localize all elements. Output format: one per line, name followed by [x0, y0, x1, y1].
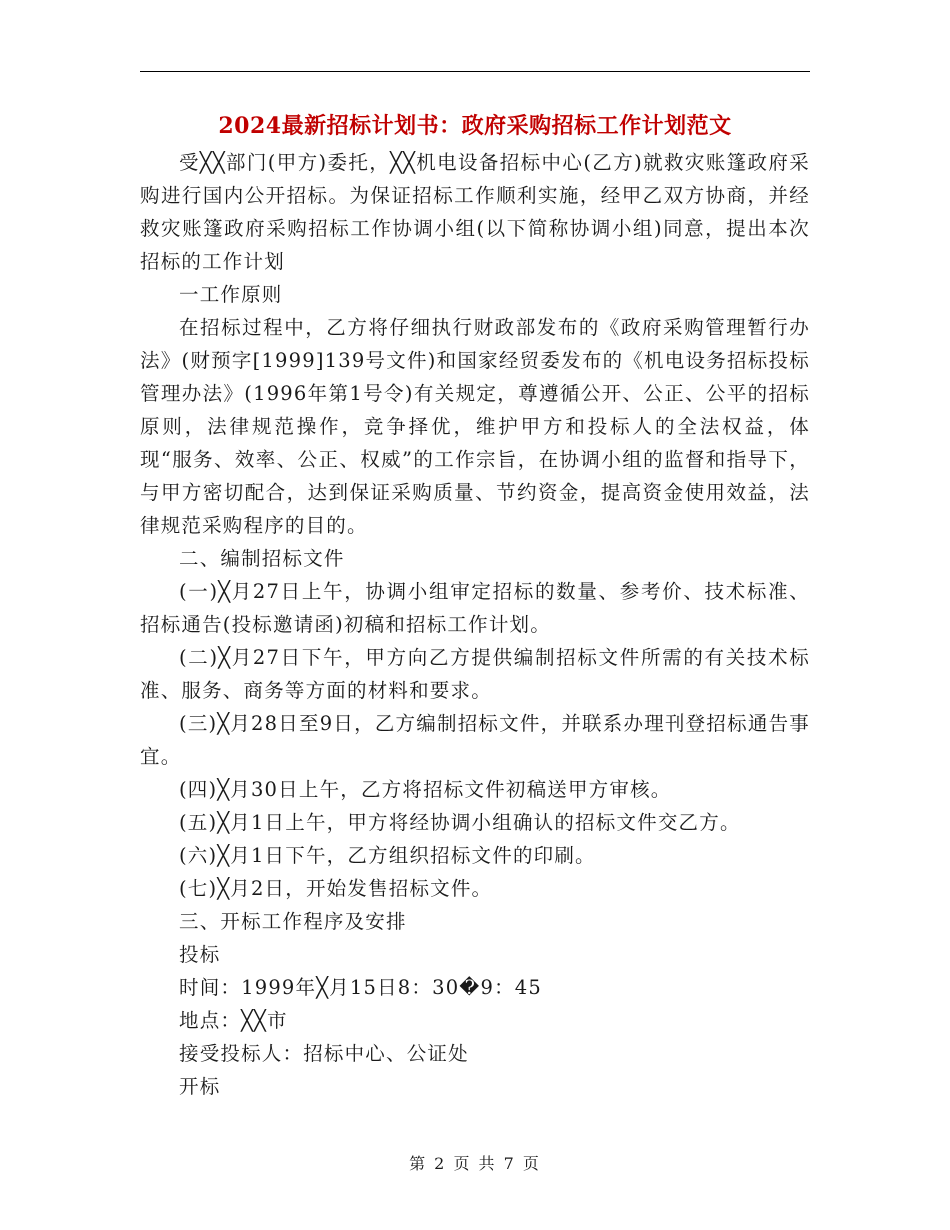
- bidding-time: 时间：1999年╳月15日8：30�9：45: [179, 976, 543, 999]
- list-item: (三)╳月28日至9日，乙方编制招标文件，并联系办理刊登招标通告事宜。: [140, 712, 810, 768]
- subheading-bidding: 投标: [179, 943, 221, 966]
- heading-principles: 一工作原则: [179, 283, 283, 306]
- header-rule: [140, 71, 810, 72]
- paragraph-intro: 受╳╳部门(甲方)委托，╳╳机电设备招标中心(乙方)就救灾账篷政府采购进行国内公开招标。为保证招标工作顺利实施，经甲乙双方协商，并经救灾账篷政府采购招标工作协调小组(以下简称协调小组)同意，提出本次招标的工作计划: [140, 151, 810, 273]
- page-number: 第 2 页 共 7 页: [409, 1154, 541, 1173]
- bidding-location: 地点：╳╳市: [179, 1009, 288, 1032]
- list-item: (二)╳月27日下午，甲方向乙方提供编制招标文件所需的有关技术标准、服务、商务等方面的材料和要求。: [140, 646, 810, 702]
- paragraph-principles: 在招标过程中，乙方将仔细执行财政部发布的《政府采购管理暂行办法》(财预字[1999]139号文件)和国家经贸委发布的《机电设务招标投标管理办法》(1996年第1号令)有关规定，尊遵循公开、公正、公平的招标原则，法律规范操作，竞争择优，维护甲方和投标人的全法权益，体现“服务、效率、公正、权威”的工作宗旨，在协调小组的监督和指导下，与甲方密切配合，达到保证采购质量、节约资金，提高资金使用效益，法律规范采购程序的目的。: [140, 316, 810, 537]
- heading-prepare-docs: 二、编制招标文件: [179, 547, 345, 570]
- list-item: (五)╳月1日上午，甲方将经协调小组确认的招标文件交乙方。: [179, 811, 741, 834]
- document-body: [140, 146, 810, 1103]
- list-item: (六)╳月1日下午，乙方组织招标文件的印刷。: [179, 844, 596, 867]
- list-item: (七)╳月2日，开始发售招标文件。: [179, 877, 493, 900]
- heading-opening-procedure: 三、开标工作程序及安排: [179, 910, 407, 933]
- bid-receivers: 接受投标人：招标中心、公证处: [179, 1042, 469, 1065]
- subheading-opening: 开标: [179, 1075, 221, 1098]
- list-item: (一)╳月27日上午，协调小组审定招标的数量、参考价、技术标准、招标通告(投标邀请函)初稿和招标工作计划。: [140, 580, 810, 636]
- list-item: (四)╳月30日上午，乙方将招标文件初稿送甲方审核。: [179, 778, 672, 801]
- document-title: 2024最新招标计划书：政府采购招标工作计划范文: [218, 113, 732, 139]
